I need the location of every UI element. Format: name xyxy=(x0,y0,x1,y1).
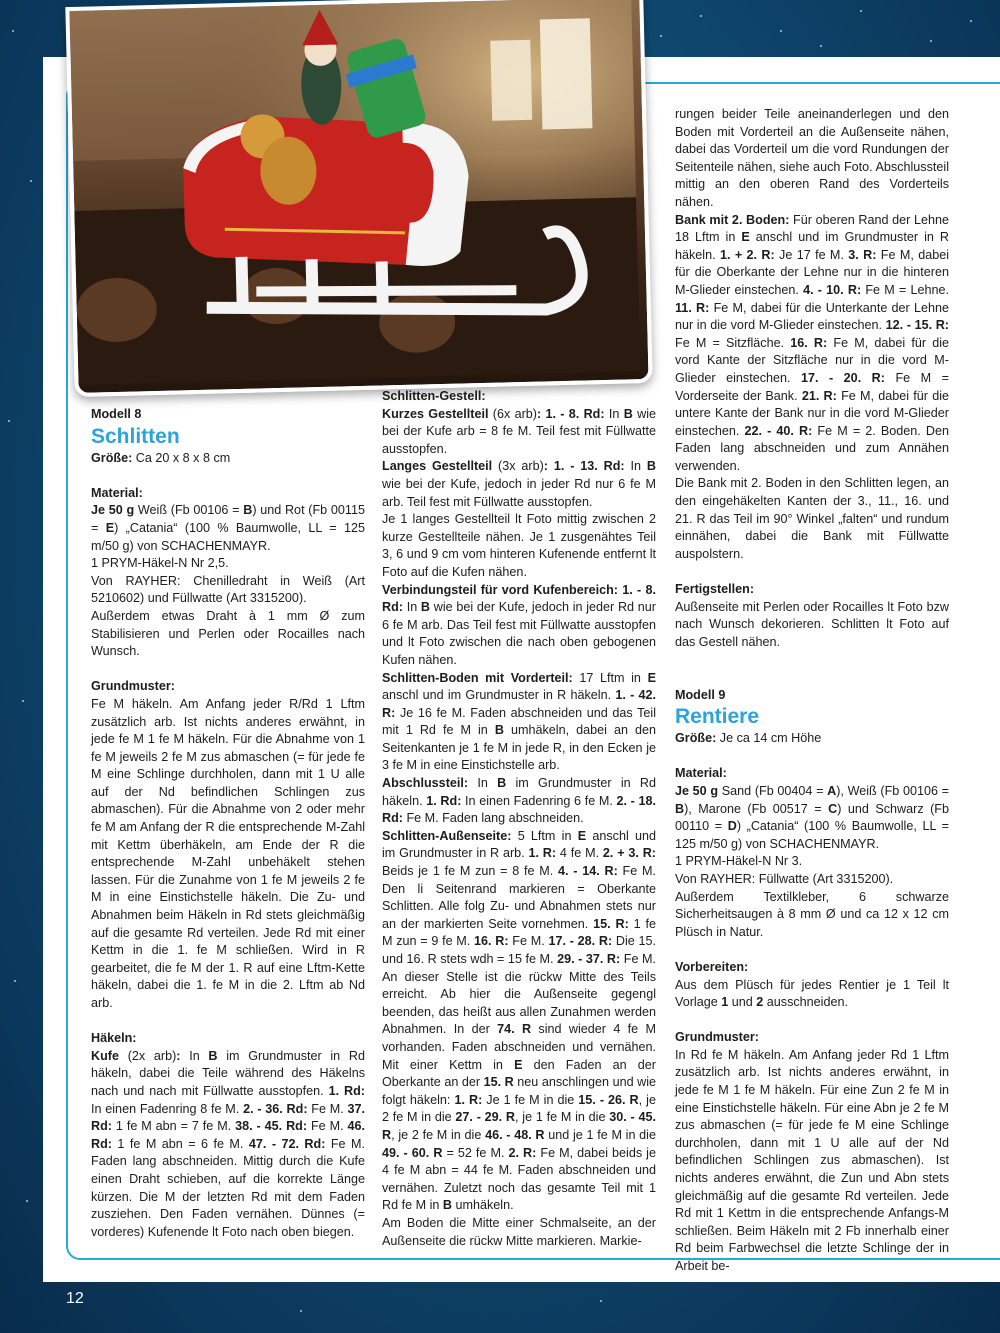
spacer xyxy=(675,563,949,581)
paragraph: Am Boden die Mitte einer Schmalseite, an der Außenseite die rückw Mitte markieren. Markie- xyxy=(382,1215,656,1248)
paragraph: Bank mit 2. Boden: Für oberen Rand der Lehne 18 Lftm in E anschl und im Grundmuster in R häkeln. 1. + 2. R: Je 17 fe M. 3. R: Fe M, dabei für die Oberkante der Lehne nur in die hinteren M-Glieder einstechen. 4. - 10. R: Fe M = Lehne. 11. R: Fe M, dabei für die Unterkante der Lehne nur in die vord M-Glieder einstechen. 12. - 15. R: Fe M = Sitzfläche. 16. R: Fe M, dabei für die vord Kante der Sitzfläche nur in die vord M-Glieder einstechen. 17. - 20. R: Fe M = Vorderseite der Bank. 21. R: Fe M, dabei für die untere Kante der Bank nur in die vord M-Glieder einstechen. 22. - 40. R: Fe M = 2. Boden. Den Faden lang abschneiden und zum Annähen verwenden. xyxy=(675,212,950,473)
paragraph: rungen beider Teile aneinanderlegen und den Boden mit Vorderteil an die Außenseite nähen, dabei das Vorderteil um die vord Rundungen der Seitenteile nähen, siehe auch Foto. Abschlussteil mittig an den oberen Rand des Vorderteils nähen. xyxy=(675,107,949,209)
paragraph: Grundmuster: xyxy=(91,679,175,694)
paragraph: Grundmuster: xyxy=(675,1030,759,1045)
spacer xyxy=(675,1012,949,1030)
section-title: Rentiere xyxy=(675,705,760,729)
spacer xyxy=(675,748,949,766)
spacer xyxy=(675,941,949,959)
section-title: Schlitten xyxy=(91,424,180,448)
spacer xyxy=(675,651,949,669)
paragraph: Häkeln: xyxy=(91,1031,137,1046)
paragraph: Größe: Je ca 14 cm Höhe xyxy=(675,731,822,746)
sleigh-illustration xyxy=(69,0,640,385)
paragraph: Je 50 g Weiß (Fb 00106 = B) und Rot (Fb 00115 = E) „Catania“ (100 % Baumwolle, LL = 125 m/50 g) von SCHACHENMAYR. 1 PRYM-Häkel-N Nr 2,5. Von RAYHER: Chenilledraht in Weiß (Art 5210602) und Füllwatte (Art 3315200). Außerdem etwas Draht à 1 mm Ø zum Stabilisieren und Perlen oder Rocailles nach Wunsch. xyxy=(91,503,366,659)
paragraph: Langes Gestellteil (3x arb): 1. - 13. Rd: In B wie bei der Kufe, jedoch in jeder Rd nur 6 fe M arb. Teil fest mit Füllwatte ausstopfen. xyxy=(382,459,656,509)
column-right xyxy=(675,106,949,1276)
column-left xyxy=(91,406,365,1241)
paragraph: Schlitten-Außenseite: 5 Lftm in E anschl und im Grundmuster in R arb. 1. R: 4 fe M. 2. + 3. R: Beids je 1 fe M zun = 8 fe M. 4. - 14. R: Fe M. Den li Seitenrand markieren = Oberkante Schlitten. Alle folg Zu- und Abnahmen stets nur an der markierten Seite vornehmen. 15. R: 1 fe M zun = 9 fe M. 16. R: Fe M. 17. - 28. R: Die 15. und 16. R stets wdh = 15 fe M. 29. - 37. R: Fe M. An dieser Stelle ist die rückw Mitte des Teils erreicht. Ab hier die Außenseite gegengl beenden, das heißt aus allen Zunahmen werden Abnahmen. In der 74. R sind wieder 4 fe M vorhanden. Faden abschneiden und vernähen. Mit einer Kettm in E den Faden an der Oberkante an der 15. R neu anschlingen und wie folgt häkeln: 1. R: Je 1 fe M in die 15. - 26. R, je 2 fe M in die 27. - 29. R, je 1 fe M in die 30. - 45. R, je 2 fe M in die 46. - 48. R und je 1 fe M in die 49. - 60. R = 52 fe M. 2. R: Fe M, dabei beids je 4 fe M abn = 44 fe M. Faden abschneiden und vernähen. Zuletzt noch das gesamte Teil mit 1 Rd fe M in B umhäkeln. xyxy=(382,828,657,1213)
paragraph: Material: xyxy=(675,766,727,781)
page-number: 12 xyxy=(66,1290,84,1307)
paragraph: Abschlussteil: In B im Grundmuster in Rd häkeln. 1. Rd: In einen Fadenring 6 fe M. 2. - 18. Rd: Fe M. Faden lang abschneiden. xyxy=(382,776,657,826)
model-label: Modell 8 xyxy=(91,407,142,421)
spacer xyxy=(91,1013,365,1031)
paragraph: Kurzes Gestellteil (6x arb): 1. - 8. Rd: In B wie bei der Kufe arb = 8 fe M. Teil fest mit Füllwatte ausstopfen. xyxy=(382,406,656,456)
paragraph: Schlitten-Boden mit Vorderteil: 17 Lftm in E anschl und im Grundmuster in R häkeln. 1. - 42. R: Je 16 fe M. Faden abschneiden und das Teil mit 1 Rd fe M in B umhäkeln, dabei an den Seitenkanten je 1 fe M in jede R, in den Ecken je 3 fe M in eine Einstichstelle arb. xyxy=(382,670,656,773)
paragraph: Je 1 langes Gestellteil lt Foto mittig zwischen 2 kurze Gestellteile nähen. Je 1 zusgenähtes Teil 3, 6 und 9 cm vom hinteren Kufenende entfernt lt Foto auf die Kufen nähen. xyxy=(382,512,656,579)
paragraph: Die Bank mit 2. Boden in den Schlitten legen, an den eingehäkelten Kanten der 3., 11., 16. und 21. R das Teil im 90° Winkel „falten“ und rundum einnähen, dabei die Bank mit Füllwatte auspolstern. xyxy=(675,476,949,561)
paragraph: Je 50 g Sand (Fb 00404 = A), Weiß (Fb 00106 = B), Marone (Fb 00517 = C) und Schwarz (Fb 00110 = D) „Catania“ (100 % Baumwolle, LL = 125 m/50 g) von SCHACHENMAYR. 1 PRYM-Häkel-N Nr 3. Von RAYHER: Füllwatte (Art 3315200). Außerdem Textilkleber, 6 schwarze Sicherheitsaugen à 8 mm Ø und ca 12 x 12 cm Plüsch in Natur. xyxy=(675,783,950,939)
paragraph: In Rd fe M häkeln. Am Anfang jeder Rd 1 Lftm zusätzlich arb. Ist nichts anderes erwähnt, in jede fe M 1 fe M häkeln. Für eine Zun 2 fe M in eine Einstichstelle häkeln. Für eine Abn je 2 fe M zus abmaschen (= für jede fe M eine Schlinge durchholen, dann mit 1 U alle auf der Nd befindlichen Schlingen zus abmaschen). Ist nichts anderes erwähnt, die Zun und Abn stets gleichmäßig auf die gesamte Rd verteilen. Jede Rd mit 1 Kettm in die entsprechende Anfangs-M schließen. Beim Häkeln mit 2 Fb innerhalb einer Rd beim Farbwechsel die letzte Schlinge der in Arbeit be- xyxy=(675,1047,949,1273)
spacer xyxy=(675,669,949,687)
paragraph: Fertigstellen: xyxy=(675,582,755,597)
paragraph: Aus dem Plüsch für jedes Rentier je 1 Teil lt Vorlage 1 und 2 ausschneiden. xyxy=(675,977,949,1010)
paragraph: Schlitten-Gestell: xyxy=(382,389,486,403)
column-middle xyxy=(382,388,656,1250)
paragraph: Größe: Ca 20 x 8 x 8 cm xyxy=(91,450,231,465)
model-label: Modell 9 xyxy=(675,687,726,702)
paragraph: Kufe (2x arb): In B im Grundmuster in Rd häkeln, dabei die Teile während des Häkelns nach und nach mit Füllwatte ausstopfen. 1. Rd: In einen Fadenring 8 fe M. 2. - 36. Rd: Fe M. 37. Rd: 1 fe M abn = 7 fe M. 38. - 45. Rd: Fe M. 46. Rd: 1 fe M abn = 6 fe M. 47. - 72. Rd: Fe M. Faden lang abschneiden. Mittig durch die Kufe einen Draht schieben, auf die korrekte Länge kürzen. Die M der letzten Rd mit dem Faden zusziehen. Den Faden vernähen. Dünnes (= vorderes) Kufenende lt Foto nach oben biegen. xyxy=(91,1048,366,1239)
paragraph: Material: xyxy=(91,485,143,500)
spacer xyxy=(91,467,365,485)
paragraph: Außenseite mit Perlen oder Rocailles lt Foto bzw nach Wunsch dekorieren. Schlitten lt Foto auf das Gestell nähen. xyxy=(675,599,949,649)
paragraph: Fe M häkeln. Am Anfang jeder R/Rd 1 Lftm zusätzlich arb. Ist nichts anderes erwähnt, in jede fe M 1 fe M häkeln. Für die Abnahme von 1 fe M jeweils 2 fe M zus abmaschen (= für jede fe M eine Schlinge durchholen, dann mit 1 U alle auf der Nd befindlichen Schlingen zus abmaschen). Für die Abnahme von 2 oder mehr fe M am Anfang der R die entsprechende M-Zahl mit Kettm überhäkeln, am Ende der R die entsprechende M-Zahl unbehäkelt stehen lassen. Für die Zunahme von 1 fe M jeweils 2 fe M in eine Einstichstelle häkeln. Die Zu- und Abnahmen beim Häkeln in Rd stets gleichmäßig auf die gesamte Rd verteilen. Jede Rd mit einer Kettm in die 1. fe M schließen. Wird in R gearbeitet, die fe M der 1. R auf eine Lftm-Kette häkeln, dabei die 1. fe M in die 2. Lftm ab Nd arb. xyxy=(91,696,365,1010)
sleigh-photo xyxy=(65,0,652,397)
paragraph: Vorbereiten: xyxy=(675,959,749,974)
paragraph: Verbindungsteil für vord Kufenbereich: 1. - 8. Rd: In B wie bei der Kufe, jedoch in jeder Rd nur 6 fe M arb. Das Teil fest mit Füllwatte ausstopfen und lt Foto zwischen die nach oben gebogenen Kufen nähen. xyxy=(382,582,656,667)
spacer xyxy=(91,661,365,679)
